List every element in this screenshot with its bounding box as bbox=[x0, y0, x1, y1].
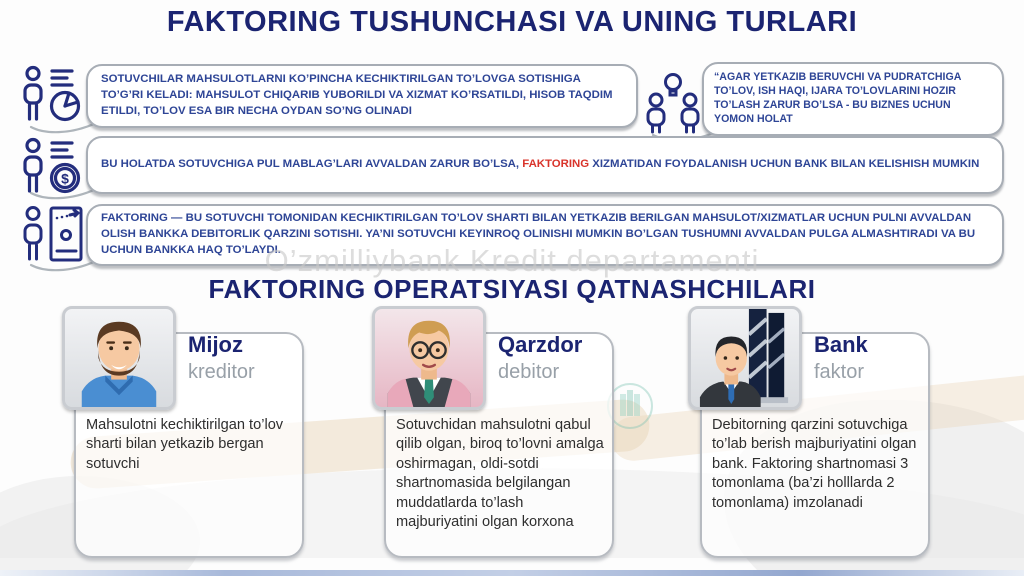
avatar-bank bbox=[688, 306, 802, 410]
person-piechart-icon bbox=[20, 64, 84, 131]
page-title: FAKTORING TUSHUNCHASI VA UNING TURLARI bbox=[166, 6, 858, 38]
participant-role: debitor bbox=[498, 361, 560, 383]
participant-name: Mijoz bbox=[188, 332, 243, 357]
callout-factoring-service bbox=[86, 136, 1004, 194]
participant-card-qarzdor bbox=[368, 306, 620, 566]
participant-role: kreditor bbox=[188, 361, 255, 383]
participant-description: Debitorning qarzini sotuvchiga to’lab berish majburiyatini olgan bank. Faktoring shartnomasi 3 tomonlama (ba’zi holllarda 2 tomonlama) imzolanadi bbox=[712, 417, 917, 511]
callout-text: SOTUVCHILAR MAHSULOTLARNI KO’PINCHA KECHIKTIRILGAN TO’LOVGA SOTISHIGA TO’G’RI KELADI: MAHSULOT CHIQARIB YUBORILDI VA XIZMAT KO’RSATILDI, HISOB TAQDIM ETILDI, TO’LOV ESA BIR NECHA OYDAN SO’NG OLINADI bbox=[101, 73, 613, 117]
person-dollar-icon bbox=[20, 136, 84, 203]
participant-card-mijoz bbox=[58, 306, 310, 566]
participant-name: Bank bbox=[814, 332, 868, 357]
participant-role: faktor bbox=[814, 361, 865, 383]
callout-text: FAKTORING — BU SOTUVCHI TOMONIDAN KECHIKTIRILGAN TO’LOV SHARTI BILAN YETKAZIB BERILGAN MAHSULOT/XIZMATLAR UCHUN PULNI AVVALDAN OLISH BANKKA DEBITORLIK QARZINI SOTISHI. YA’NI SOTUVCHI KEYINROQ OLINISHI MUMKIN BO’LGAN TUSHUMNI AVVALDAN PULGA ALMASHTIRADI VA BU UCHUN BANKKA HAQ TO’LAYDI. bbox=[101, 212, 976, 256]
section-title: FAKTORING OPERATSIYASI QATNASHCHILARI bbox=[208, 274, 816, 304]
callout-payments-now bbox=[702, 62, 1004, 136]
bottom-accent-bar bbox=[0, 570, 1024, 576]
watermark-text: O’zmilliybank Kredit departamenti bbox=[264, 243, 760, 278]
participant-card-bank bbox=[684, 306, 936, 566]
callout-highlight-faktoring: FAKTORING bbox=[522, 158, 590, 171]
callout-text-before: BU HOLATDA SOTUVCHIGA PUL MABLAG’LARI AVVALDAN ZARUR BO’LSA, bbox=[101, 158, 523, 171]
participant-name: Qarzdor bbox=[498, 332, 583, 357]
participant-description: Mahsulotni kechiktirilgan to’lov sharti bilan yetkazib bergan sotuvchi bbox=[86, 417, 284, 472]
callout-text: “AGAR YETKAZIB BERUVCHI VA PUDRATCHIGA TO’LOV, ISH HAQI, IJARA TO’LOVLARINI HOZIR TO’LASH ZARUR BO’LSA - BU BIZNES UCHUN YOMON HOLAT bbox=[714, 71, 961, 125]
people-lightbulb-icon bbox=[644, 70, 702, 139]
participant-description: Sotuvchidan mahsulotni qabul qilib olgan, biroq to’lovni amalga oshirmagan, oldi-sotdi shartnomasida belgilangan muddatlarda to’lash majburiyatini olgan korxona bbox=[396, 417, 604, 531]
callout-text-after: XIZMATIDAN FOYDALANISH UCHUN BANK BILAN KELISHISH MUMKIN bbox=[589, 158, 980, 171]
callout-text bbox=[101, 157, 979, 173]
svg-text:$: $ bbox=[61, 170, 69, 187]
callout-sellers-delay bbox=[86, 64, 638, 128]
avatar-mijoz bbox=[62, 306, 176, 410]
avatar-qarzdor bbox=[372, 306, 486, 410]
